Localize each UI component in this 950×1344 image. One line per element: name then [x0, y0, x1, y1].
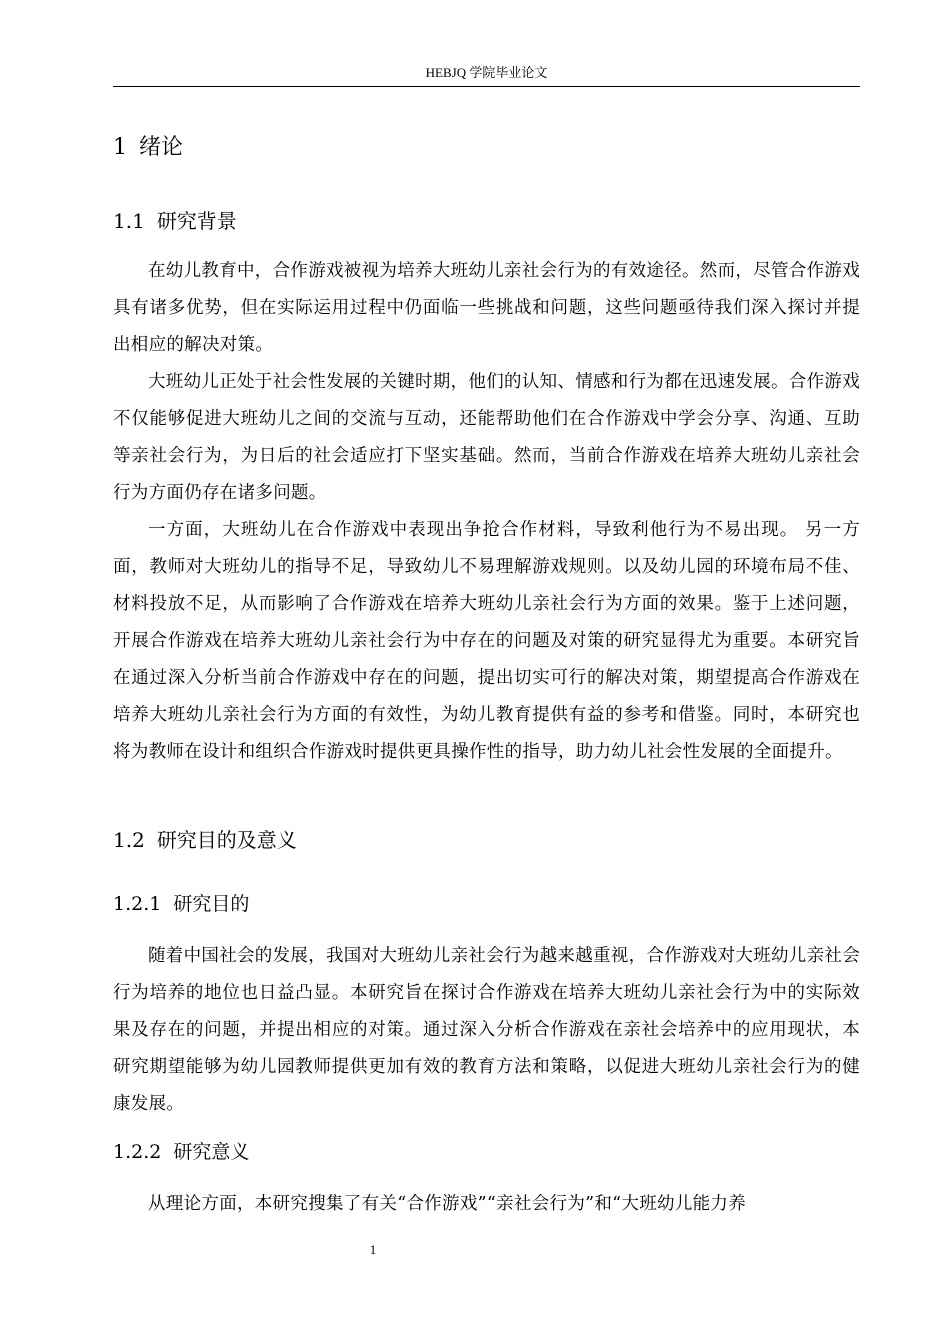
paragraph-background-2: 大班幼儿正处于社会性发展的关键时期，他们的认知、情感和行为都在迅速发展。合作游戏不仅能够促进大班幼儿之间的交流与互动，还能帮助他们在合作游戏中学会分享、沟通、互助等亲社会行为，为日后的社会适应打下坚实基础。然而，当前合作游戏在培养大班幼儿亲社会行为方面仍存在诸多问题。	[113, 372, 860, 503]
running-header: HEBJQ 学院毕业论文	[425, 65, 548, 80]
header-rule	[113, 86, 860, 87]
chapter-number: 1	[113, 135, 127, 160]
section-title: 研究目的及意义	[156, 828, 297, 852]
paragraph-purpose: 随着中国社会的发展，我国对大班幼儿亲社会行为越来越重视，合作游戏对大班幼儿亲社会行为培养的地位也日益凸显。本研究旨在探讨合作游戏在培养大班幼儿亲社会行为中的实际效果及存在的问题，并提出相应的对策。通过深入分析合作游戏在亲社会培养中的应用现状，本研究期望能够为幼儿园教师提供更加有效的教育方法和策略，以促进大班幼儿亲社会行为的健康发展。	[113, 946, 860, 1114]
subsection-heading-1-2-1	[113, 890, 249, 918]
section-heading-1-1	[113, 206, 237, 236]
section-title: 研究背景	[156, 209, 237, 233]
subsection-number: 1.2.1	[113, 893, 162, 915]
section-number: 1.2	[113, 828, 145, 852]
paragraph-background-3: 一方面，大班幼儿在合作游戏中表现出争抢合作材料，导致利他行为不易出现。 另一方面，教师对大班幼儿的指导不足，导致幼儿不易理解游戏规则。以及幼儿园的环境布局不佳、材料投放不足，从而影响了合作游戏在培养大班幼儿亲社会行为方面的效果。鉴于上述问题，开展合作游戏在培养大班幼儿亲社会行为中存在的问题及对策的研究显得尤为重要。本研究旨在通过深入分析当前合作游戏中存在的问题，提出切实可行的解决对策，期望提高合作游戏在培养大班幼儿亲社会行为方面的有效性，为幼儿教育提供有益的参考和借鉴。同时，本研究也将为教师在设计和组织合作游戏时提供更具操作性的指导，助力幼儿社会性发展的全面提升。	[113, 520, 860, 762]
section-number: 1.1	[113, 209, 145, 233]
subsection-heading-1-2-2	[113, 1138, 249, 1166]
paragraph-significance: 从理论方面，本研究搜集了有关“合作游戏”“亲社会行为”和“大班幼儿能力养	[148, 1194, 747, 1214]
paragraph-background-1: 在幼儿教育中，合作游戏被视为培养大班幼儿亲社会行为的有效途径。然而，尽管合作游戏具有诸多优势，但在实际运用过程中仍面临一些挑战和问题，这些问题亟待我们深入探讨并提出相应的解决对策。	[113, 261, 860, 355]
subsection-number: 1.2.2	[113, 1141, 162, 1163]
page-number: 1	[369, 1242, 377, 1257]
section-heading-1-2	[113, 825, 297, 855]
subsection-title: 研究目的	[173, 893, 250, 915]
subsection-title: 研究意义	[173, 1141, 250, 1163]
chapter-title: 绪论	[139, 135, 184, 160]
chapter-heading	[113, 131, 183, 165]
